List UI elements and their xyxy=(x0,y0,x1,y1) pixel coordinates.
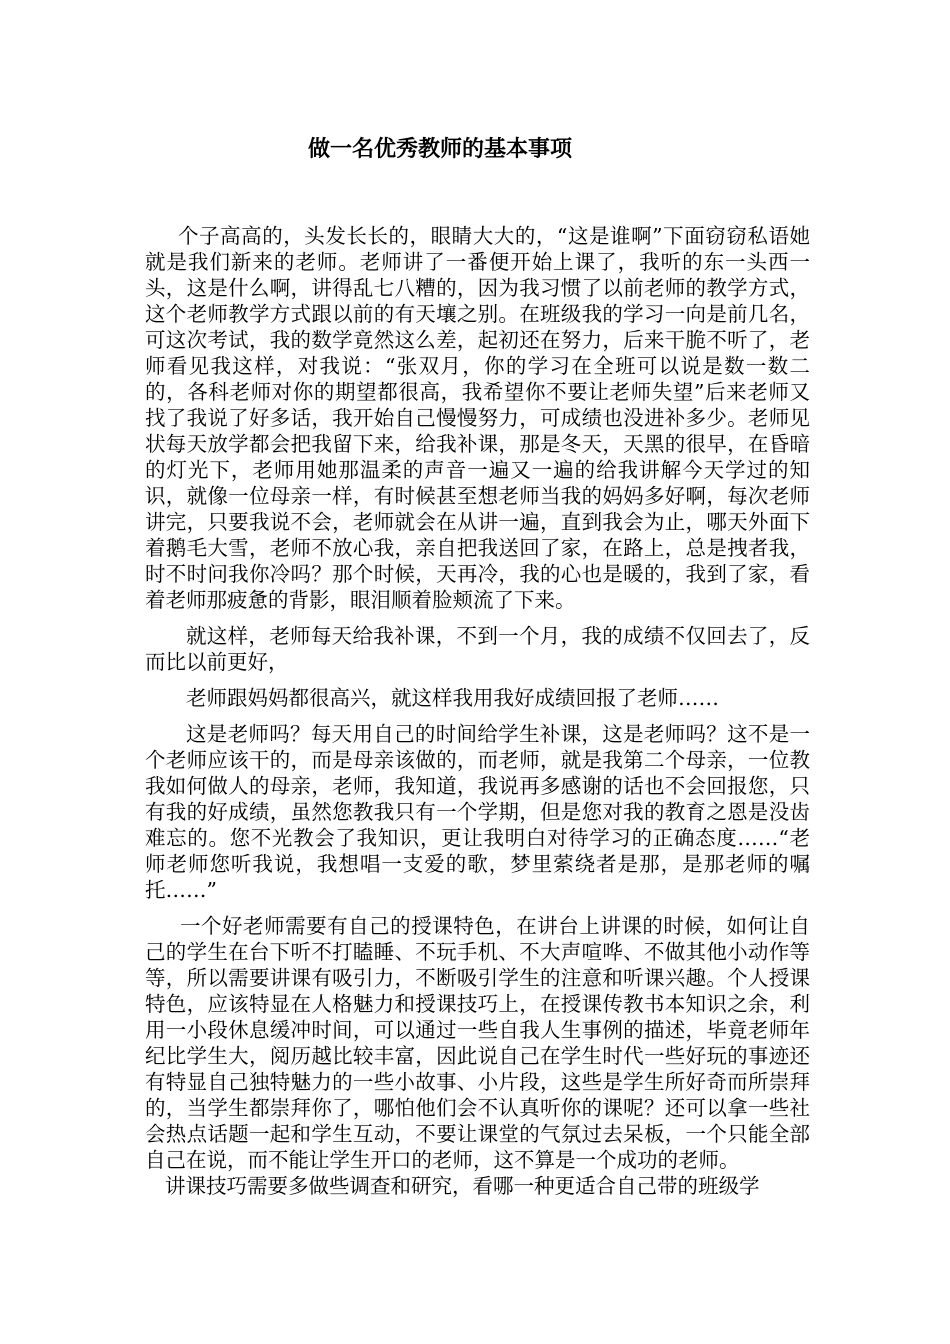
paragraph-2: 就这样，老师每天给我补课，不到一个月，我的成绩不仅回去了，反而比以前更好， xyxy=(145,624,810,674)
document-body xyxy=(145,223,810,1199)
paragraph-4: 这是老师吗？每天用自己的时间给学生补课，这是老师吗？这不是一个老师应该干的，而是母亲该做的，而老师，就是我第二个母亲，一位教我如何做人的母亲，老师，我知道，我说再多感谢的话也不会回报您，只有我的好成绩，虽然您教我只有一个学期，但是您对我的教育之恩是没齿难忘的。您不光教会了我知识，更让我明白对待学习的正确态度……“老师老师您听我说，我想唱一支爱的歌，梦里萦绕者是那，是那老师的嘱托……” xyxy=(145,722,810,902)
document-title: 做一名优秀教师的基本事项 xyxy=(307,136,572,162)
paragraph-5: 一个好老师需要有自己的授课特色，在讲台上讲课的时候，如何让自己的学生在台下听不打瞌睡、不玩手机、不大声喧哗、不做其他小动作等等，所以需要讲课有吸引力，不断吸引学生的注意和听课兴趣。个人授课特色，应该特显在人格魅力和授课技巧上，在授课传教书本知识之余，利用一小段休息缓冲时间，可以通过一些自我人生事例的描述，毕竟老师年纪比学生大，阅历越比较丰富，因此说自己在学生时代一些好玩的事迹还有特显自己独特魅力的一些小故事、小片段，这些是学生所好奇而所崇拜的，当学生都崇拜你了，哪怕他们会不认真听你的课呢？还可以拿一些社会热点话题一起和学生互动，不要让课堂的气氛过去呆板，一个只能全部自己在说，而不能让学生开口的老师，这不算是一个成功的老师。 xyxy=(145,914,810,1172)
paragraph-3: 老师跟妈妈都很高兴，就这样我用我好成绩回报了老师…… xyxy=(186,686,719,710)
paragraph-1: 个子高高的，头发长长的，眼睛大大的，“这是谁啊”下面窃窃私语她就是我们新来的老师。老师讲了一番便开始上课了，我听的东一头西一头，这是什么啊，讲得乱七八糟的，因为我习惯了以前老师的教学方式，这个老师教学方式跟以前的有天壤之别。在班级我的学习一向是前几名，可这次考试，我的数学竟然这么差，起初还在努力，后来干脆不听了，老师看见我这样，对我说：“张双月，你的学习在全班可以说是数一数二的，各科老师对你的期望都很高，我希望你不要让老师失望”后来老师又找了我说了好多话，我开始自己慢慢努力，可成绩也没进补多少。老师见状每天放学都会把我留下来，给我补课，那是冬天，天黑的很早，在昏暗的灯光下，老师用她那温柔的声音一遍又一遍的给我讲解今天学过的知识，就像一位母亲一样，有时候甚至想老师当我的妈妈多好啊，每次老师讲完，只要我说不会，老师就会在从讲一遍，直到我会为止，哪天外面下着鹅毛大雪，老师不放心我，亲自把我送回了家，在路上，总是拽者我，时不时问我你冷吗？那个时候，天再冷，我的心也是暖的，我到了家，看着老师那疲惫的背影，眼泪顺着脸颊流了下来。 xyxy=(145,224,810,612)
paragraph-6: 讲课技巧需要多做些调查和研究，看哪一种更适合自己带的班级学 xyxy=(165,1174,760,1198)
